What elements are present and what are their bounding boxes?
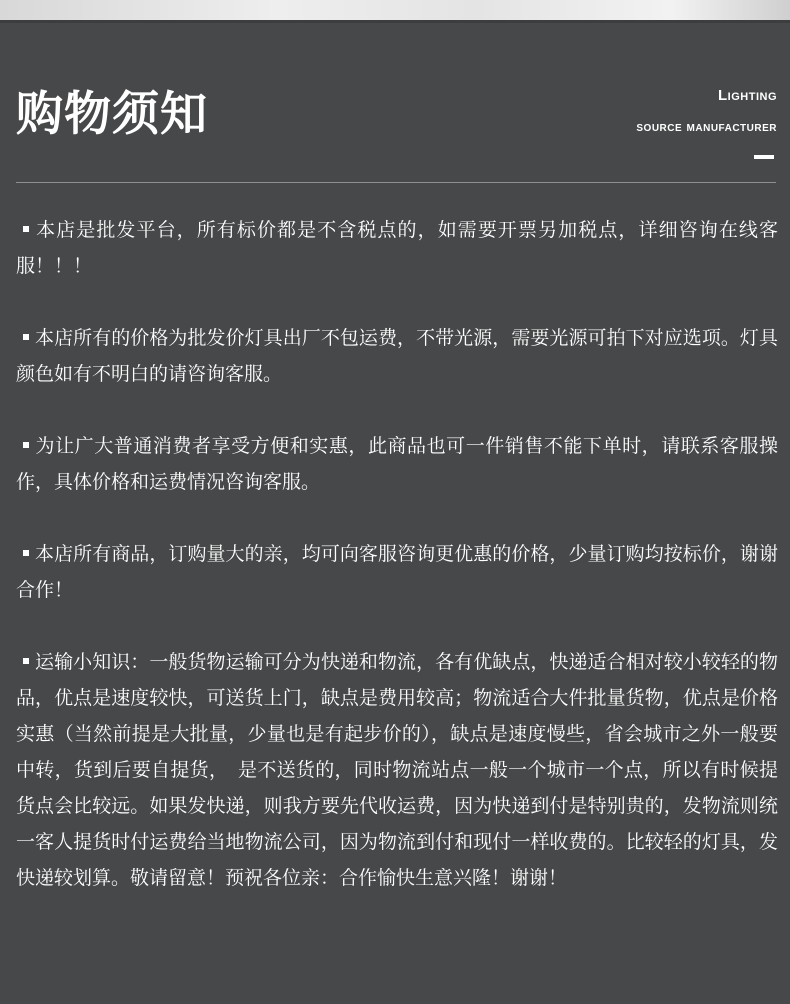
- bullet-square-icon: [23, 334, 29, 340]
- notice-text: 本店所有商品，订购量大的亲，均可向客服咨询更优惠的价格，少量订购均按标价，谢谢合作！: [16, 543, 778, 601]
- bullet-square-icon: [23, 550, 29, 556]
- bullet-square-icon: [23, 226, 29, 232]
- notice-text: 本店是批发平台，所有标价都是不含税点的，如需要开票另加税点，详细咨询在线客服！！！: [16, 219, 778, 277]
- notice-item: [16, 428, 778, 500]
- brand-dash-mark: [754, 155, 774, 159]
- bullet-square-icon: [23, 442, 29, 448]
- notice-text: 运输小知识：一般货物运输可分为快递和物流，各有优缺点，快递适合相对较小较轻的物品，优点是速度较快，可送货上门，缺点是费用较高；物流适合大件批量货物，优点是价格实惠（当然前提是大批量，少量也是有起步价的），缺点是速度慢些，省会城市之外一般要中转，货到后要自提货， 是不送货的，同时物流站点一般一个城市一个点，所以有时候提货点会比较远。如果发快递，则我方要先代收运费，因为快递到付是特别贵的，发物流则统一客人提货时付运费给当地物流公司，因为物流到付和现付一样收费的。比较轻的灯具，发快递较划算。敬请留意！预祝各位亲：合作愉快生意兴隆！谢谢！: [16, 651, 778, 889]
- brand-line-manufacturer: source manufacturer: [636, 118, 777, 134]
- top-banner-strip: [0, 0, 790, 20]
- page-title: 购物须知: [16, 87, 208, 142]
- brand-line-lighting: Lighting: [718, 87, 777, 104]
- banner-shadow: [0, 20, 790, 23]
- notice-text: 本店所有的价格为批发价灯具出厂不包运费，不带光源，需要光源可拍下对应选项。灯具颜色如有不明白的请咨询客服。: [16, 327, 778, 385]
- notice-list: [16, 212, 778, 932]
- notice-item: [16, 320, 778, 392]
- notice-item: [16, 212, 778, 284]
- notice-text: 为让广大普通消费者享受方便和实惠，此商品也可一件销售不能下单时，请联系客服操作，具体价格和运费情况咨询客服。: [16, 435, 778, 493]
- bullet-square-icon: [23, 658, 29, 664]
- notice-item: [16, 536, 778, 608]
- header-divider: [16, 182, 776, 183]
- brand-tagline: [636, 86, 777, 136]
- notice-item: [16, 644, 778, 896]
